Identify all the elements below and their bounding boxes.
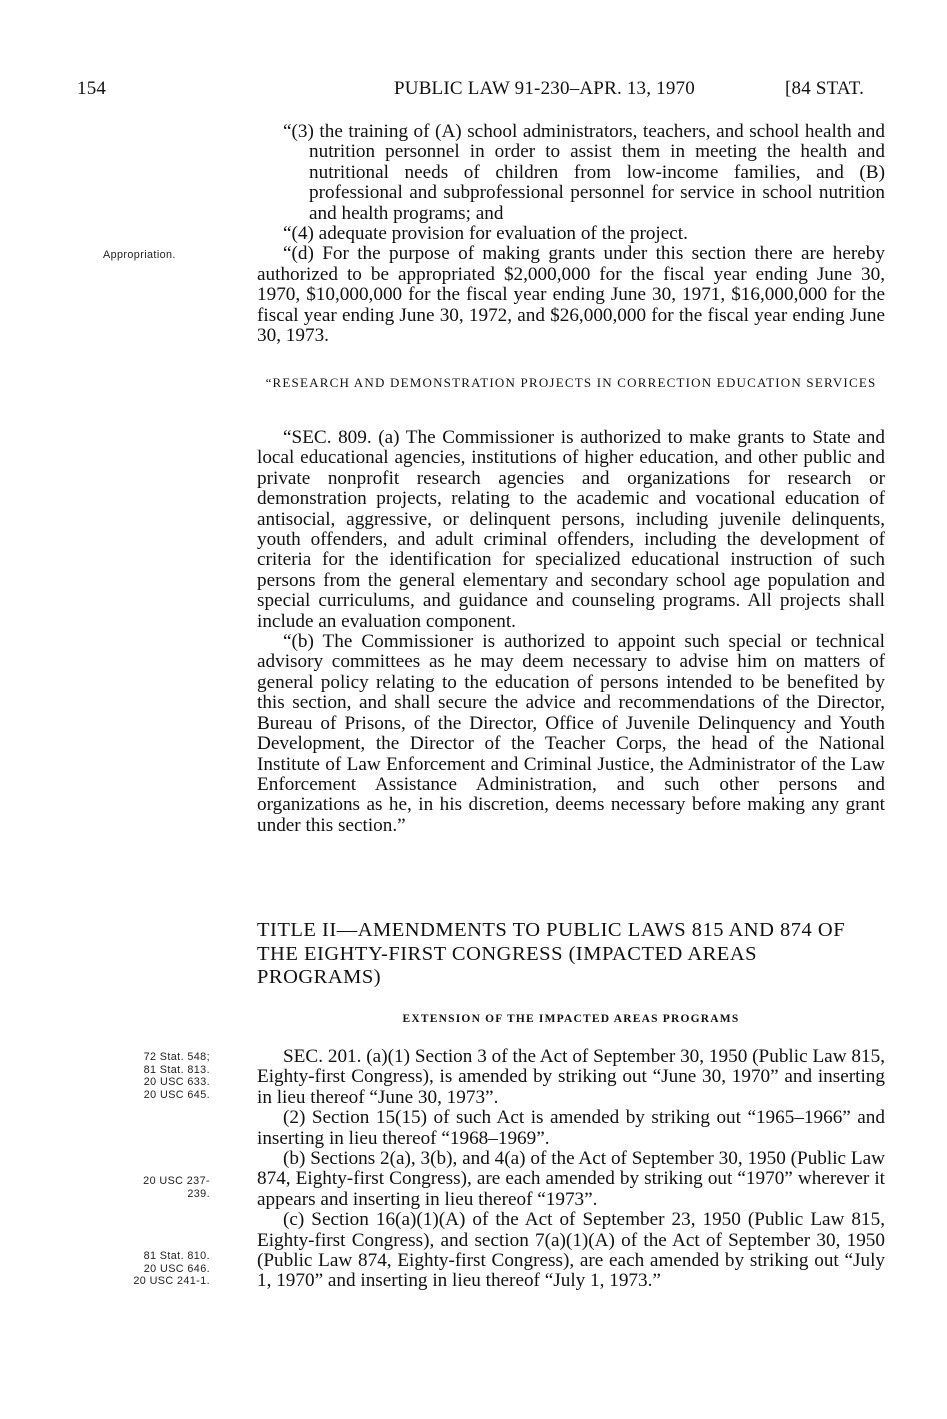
- section-201-a1: SEC. 201. (a)(1) Section 3 of the Act of September 30, 1950 (Public Law 815, Eighty-first Congress), is amended by striking out “June 30, 1970” and inserting in lieu thereof “June 30, 1973”.: [257, 1046, 885, 1108]
- paragraph-item-3: “(3) the training of (A) school administrators, teachers, and school health and nutrition personnel in order to assist them in meeting the health and nutritional needs of children from low-income families, and (B) professional and subprofessional personnel for service in school nutrition and health programs; and: [283, 121, 885, 224]
- margin-note-stat-548: 72 Stat. 548; 81 Stat. 813. 20 USC 633. 20 USC 645.: [143, 1051, 210, 1101]
- section-201-b: (b) Sections 2(a), 3(b), and 4(a) of the Act of September 30, 1950 (Public Law 874, Eighty-first Congress), are each amended by striking out “1970” wherever it appears and inserting in lieu thereof “1973”.: [257, 1148, 885, 1210]
- section-201: [257, 1047, 885, 1292]
- section-809-b: “(b) The Commissioner is authorized to appoint such special or technical advisory committees as he may deem necessary to advise him on matters of general policy relating to the education of persons intended to be benefited by this section, and shall secure the advice and recommendations of the Director, Bureau of Prisons, of the Director, Office of Juvenile Delinquency and Youth Development, the Director of the Teacher Corps, the head of the National Institute of Law Enforcement and Criminal Justice, the Administrator of the Law Enforcement Assistance Administration, and such other persons and organizations as he, in his discretion, deems necessary before making any grant under this section.”: [257, 631, 885, 836]
- margin-note-usc-237: 20 USC 237- 239.: [143, 1175, 210, 1200]
- section-201-a2: (2) Section 15(15) of such Act is amended by striking out “1965–1966” and inserting in lieu thereof “1968–1969”.: [257, 1107, 885, 1149]
- paragraph-item-4: “(4) adequate provision for evaluation of the project.: [283, 223, 688, 245]
- paragraph-appropriation: “(d) For the purpose of making grants under this section there are hereby authorized to be appropriated $2,000,000 for the fiscal year ending June 30, 1970, $10,000,000 for the fiscal year ending June 30, 1971, $16,000,000 for the fiscal year ending June 30, 1972, and $26,000,000 for the fiscal year ending June 30, 1973.: [257, 243, 885, 347]
- statute-reference: [84 STAT.: [785, 78, 865, 99]
- section-809-a: “SEC. 809. (a) The Commissioner is authorized to make grants to State and local educational agencies, institutions of higher education, and other public and private nonprofit research agencies and organizations for research or demonstration projects, relating to the academic and vocational education of antisocial, aggressive, or delinquent persons, including juvenile delinquents, youth offenders, and adult criminal offenders, including the development of criteria for the identification for specialized educational instruction of such persons from the general elementary and secondary school age population and special curriculums, and guidance and counseling programs. All projects shall include an evaluation component.: [257, 427, 885, 632]
- section-201-c: (c) Section 16(a)(1)(A) of the Act of September 23, 1950 (Public Law 815, Eighty-first Congress), and section 7(a)(1)(A) of the Act of September 30, 1950 (Public Law 874, Eighty-first Congress), are each amended by striking out “July 1, 1970” and inserting in lieu thereof “July 1, 1973.”: [257, 1209, 885, 1292]
- impacted-areas-subheading: EXTENSION OF THE IMPACTED AREAS PROGRAMS: [402, 1013, 740, 1025]
- page-number: 154: [77, 78, 107, 99]
- research-section-heading: “RESEARCH AND DEMONSTRATION PROJECTS IN CORRECTION EDUCATION SERVICES: [265, 375, 877, 390]
- section-continuation: [257, 122, 885, 346]
- running-head-title: PUBLIC LAW 91-230–APR. 13, 1970: [394, 78, 695, 99]
- section-809: [257, 428, 885, 836]
- margin-note-appropriation: Appropriation.: [103, 249, 176, 261]
- title-ii-heading: TITLE II—AMENDMENTS TO PUBLIC LAWS 815 AND 874 OF THE EIGHTY-FIRST CONGRESS (IMPACTED AREAS PROGRAMS): [257, 919, 846, 988]
- margin-note-stat-810: 81 Stat. 810. 20 USC 646. 20 USC 241-1.: [133, 1250, 210, 1288]
